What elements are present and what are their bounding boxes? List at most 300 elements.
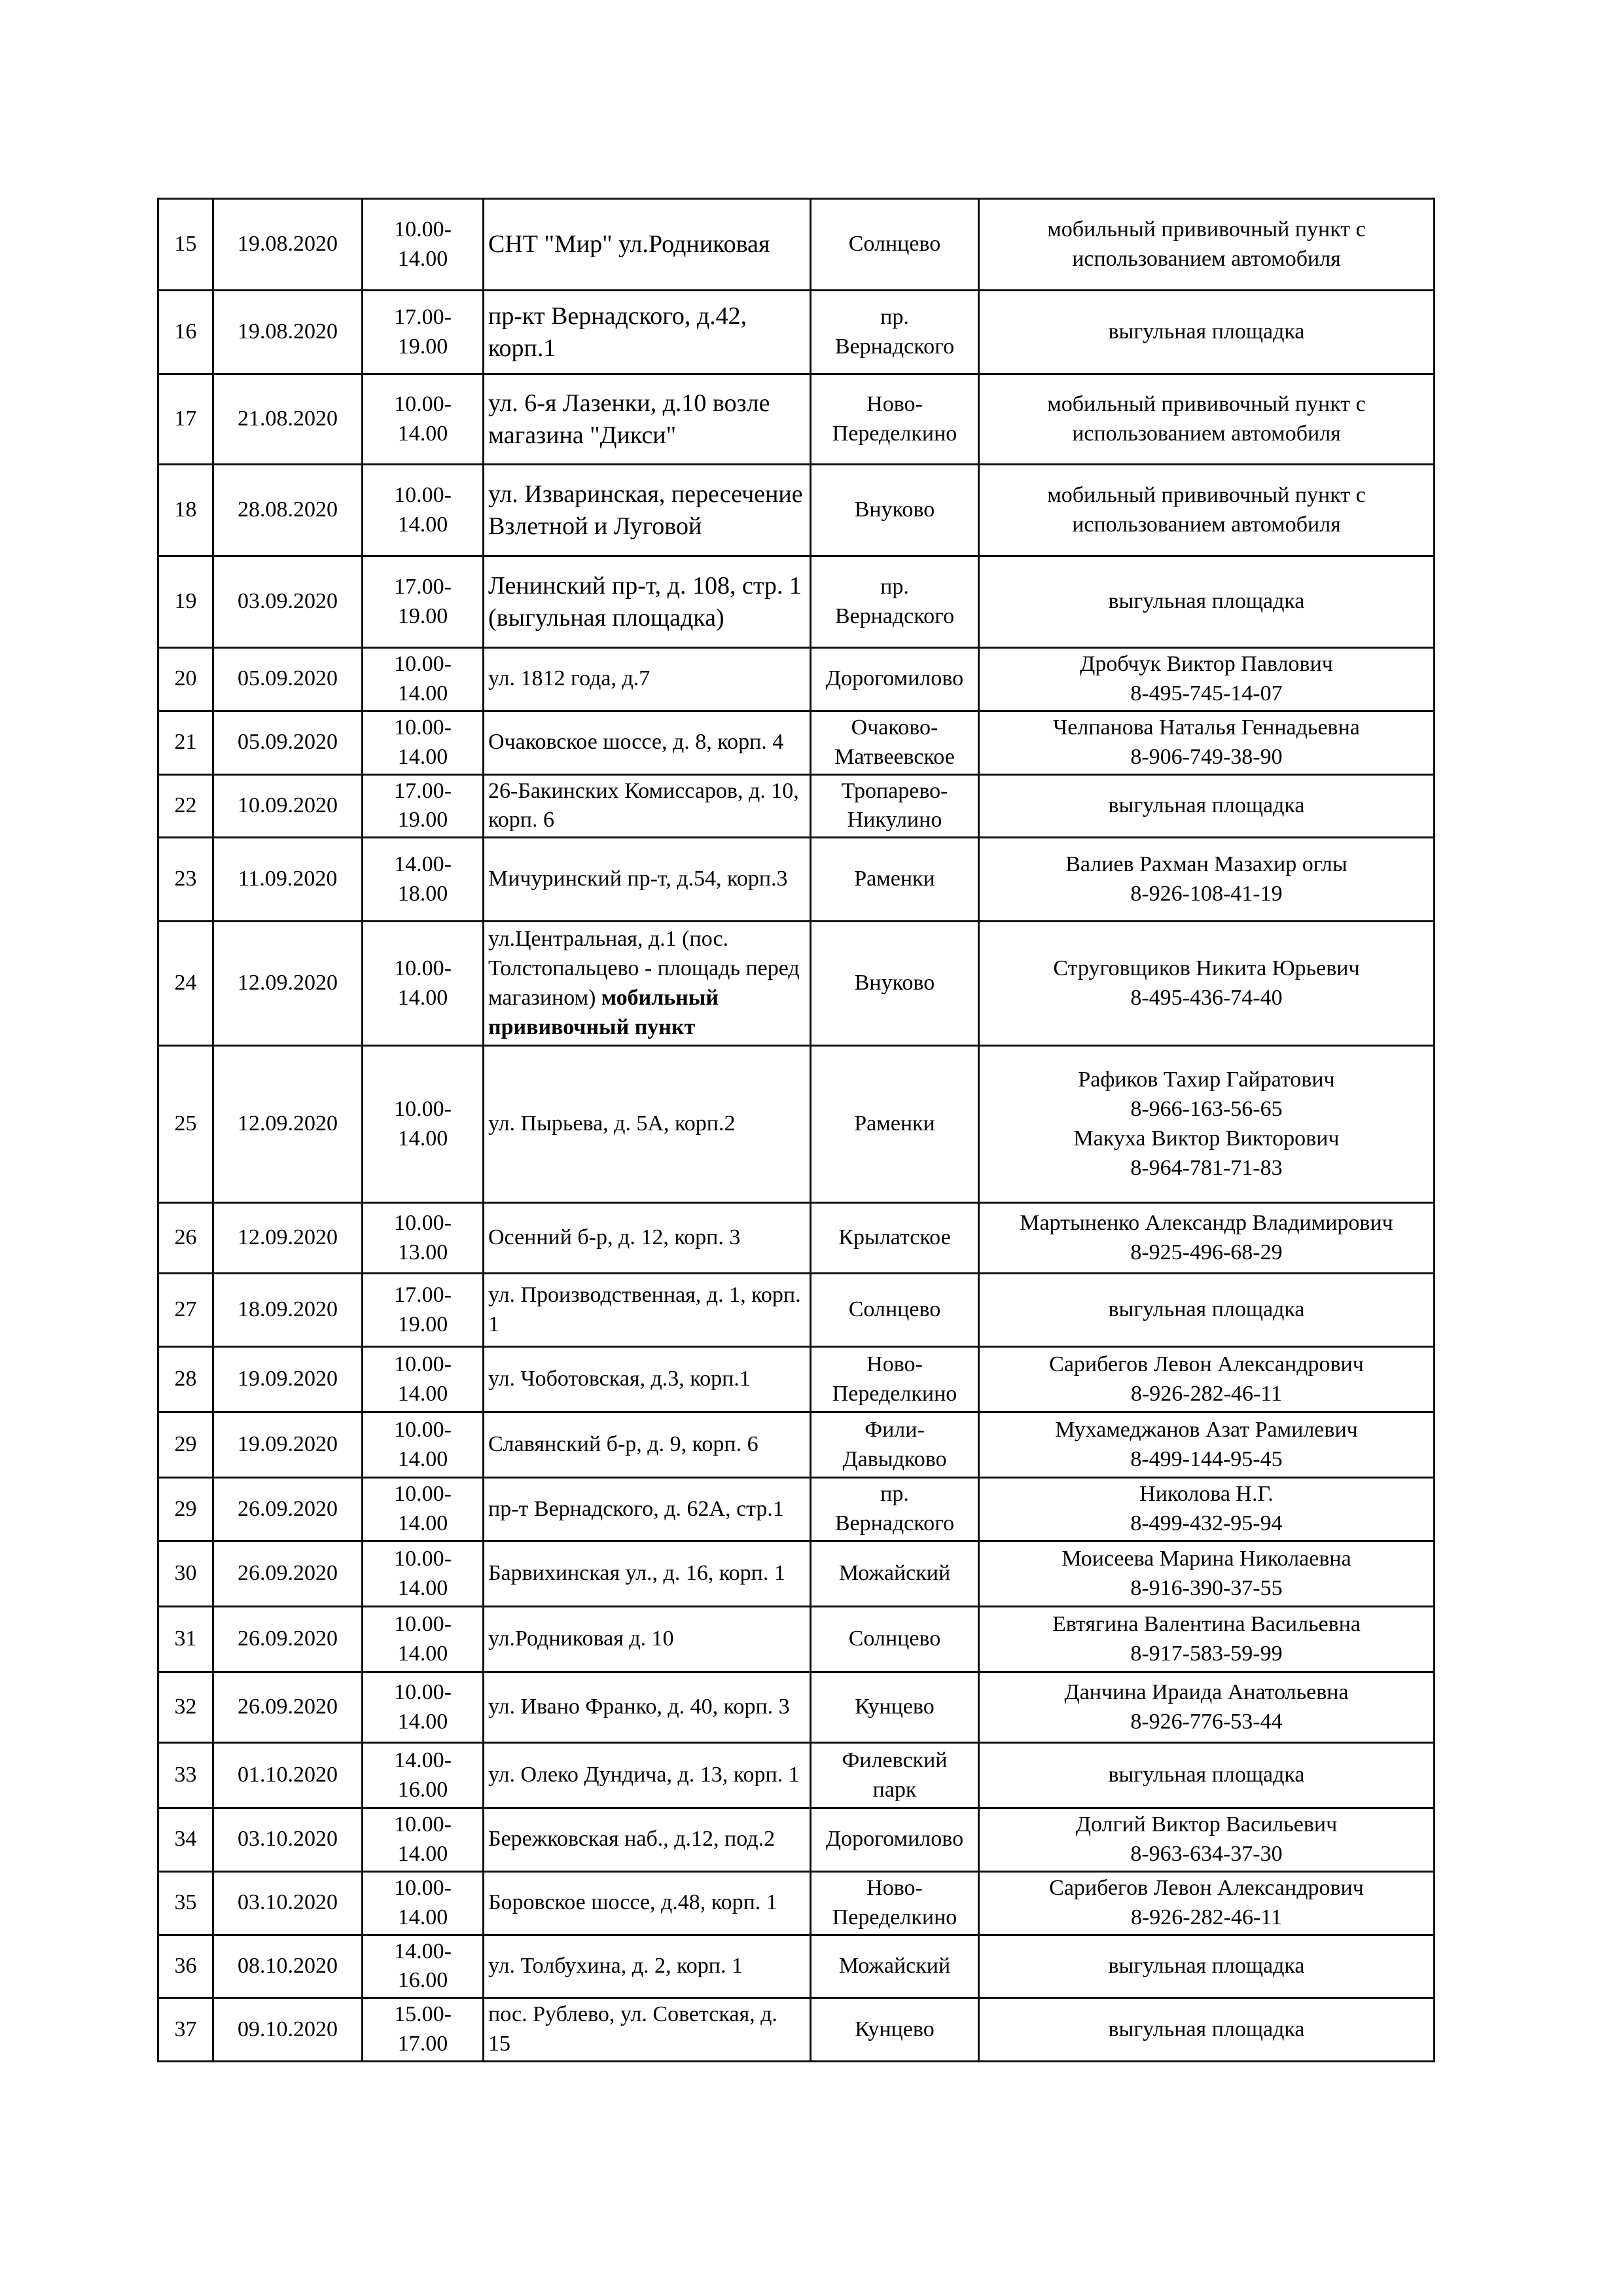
district-cell: [811, 1808, 979, 1872]
table-row: [158, 648, 1435, 711]
time-cell: [363, 1274, 484, 1347]
contact-cell-line: использованием автомобиля: [1072, 512, 1341, 537]
address-text: ул. Изваринская, пересечение Взлетной и Луговой: [488, 480, 803, 540]
time-cell: [363, 1672, 484, 1743]
address-text: ул. Чоботовская, д.3, корп.1: [488, 1367, 751, 1391]
district-cell: [811, 1998, 979, 2062]
contact-cell-line: выгульная площадка: [1108, 793, 1305, 817]
time-cell: [363, 1607, 484, 1672]
address-text: Бережковская наб., д.12, под.2: [488, 1827, 776, 1852]
time-cell-line: 10.00-: [394, 482, 452, 507]
contact-cell: [979, 1347, 1435, 1412]
address-text: ул.Родниковая д. 10: [488, 1626, 674, 1651]
time-cell: [363, 1935, 484, 1998]
contact-cell-line: 8-963-634-37-30: [1130, 1841, 1283, 1866]
address-text: Барвихинская ул., д. 16, корп. 1: [488, 1561, 785, 1586]
address-text: ул. 1812 года, д.7: [488, 666, 651, 691]
address-cell: [484, 1607, 811, 1672]
address-cell: [484, 1274, 811, 1347]
district-cell: [811, 1607, 979, 1672]
time-cell-line: 19.00: [397, 334, 448, 359]
row-number-cell: 30: [158, 1541, 213, 1607]
row-number-cell: 24: [158, 922, 213, 1046]
date-cell: 19.09.2020: [213, 1347, 363, 1412]
contact-cell: [979, 1412, 1435, 1478]
contact-cell-line: Сарибегов Левон Александрович: [1049, 1352, 1364, 1376]
district-cell: [811, 838, 979, 922]
contact-cell-line: выгульная площадка: [1108, 589, 1305, 614]
address-cell: [484, 1743, 811, 1808]
contact-cell-line: Мартыненко Александр Владимирович: [1020, 1210, 1393, 1235]
vaccination-schedule-table: [157, 198, 1435, 2062]
row-number-cell: 29: [158, 1412, 213, 1478]
address-text: Славянский б-р, д. 9, корп. 6: [488, 1432, 758, 1457]
address-cell: [484, 1203, 811, 1274]
time-cell-line: 19.00: [397, 603, 448, 628]
table-row: [158, 1541, 1435, 1607]
date-cell: 09.10.2020: [213, 1998, 363, 2062]
contact-cell: [979, 1607, 1435, 1672]
row-number-cell: 33: [158, 1743, 213, 1808]
contact-cell-line: мобильный прививочный пункт с: [1047, 391, 1366, 416]
district-cell: [811, 1347, 979, 1412]
address-cell: [484, 374, 811, 465]
row-number-cell: 21: [158, 711, 213, 774]
address-cell: [484, 1672, 811, 1743]
time-cell-line: 17.00-: [394, 1282, 452, 1307]
district-cell-line: Тропарево-: [841, 778, 948, 803]
district-cell-line: Очаково-: [851, 715, 938, 740]
contact-cell-line: Моисеева Марина Николаевна: [1061, 1546, 1351, 1571]
district-cell-line: Крылатское: [838, 1225, 951, 1250]
address-text: СНТ "Мир" ул.Родниковая: [488, 230, 770, 259]
district-cell-line: Ново-: [866, 391, 923, 416]
date-cell: 21.08.2020: [213, 374, 363, 465]
district-cell-line: парк: [872, 1777, 917, 1802]
contact-cell-line: выгульная площадка: [1108, 1297, 1305, 1322]
time-cell-line: 16.00: [397, 1777, 448, 1802]
address-cell: [484, 1347, 811, 1412]
row-number-cell: 25: [158, 1046, 213, 1203]
time-cell-line: 14.00: [397, 1709, 448, 1734]
time-cell: [363, 199, 484, 291]
contact-cell-line: Сарибегов Левон Александрович: [1049, 1875, 1364, 1900]
table-row: [158, 711, 1435, 774]
contact-cell: [979, 1998, 1435, 2062]
contact-cell-line: Данчина Ираида Анатольевна: [1064, 1679, 1349, 1704]
district-cell-line: Солнцево: [848, 232, 941, 257]
district-cell: [811, 1203, 979, 1274]
contact-cell: [979, 838, 1435, 922]
date-cell: 12.09.2020: [213, 1203, 363, 1274]
contact-cell: [979, 1541, 1435, 1607]
district-cell-line: Дорогомилово: [825, 1827, 964, 1852]
contact-cell-line: мобильный прививочный пункт с: [1047, 482, 1366, 507]
address-cell: [484, 922, 811, 1046]
district-cell: [811, 711, 979, 774]
table-row: [158, 1274, 1435, 1347]
time-cell: [363, 1046, 484, 1203]
district-cell-line: Филевский: [842, 1748, 948, 1772]
contact-cell-line: Николова Н.Г.: [1139, 1482, 1274, 1507]
time-cell: [363, 711, 484, 774]
row-number-cell: 16: [158, 291, 213, 374]
table-row: [158, 1478, 1435, 1541]
time-cell: [363, 1478, 484, 1541]
time-cell-line: 14.00: [397, 1511, 448, 1536]
contact-cell-line: Дробчук Виктор Павлович: [1080, 652, 1333, 676]
address-text: Мичуринский пр-т, д.54, корп.3: [488, 867, 788, 891]
district-cell-line: Переделкино: [832, 1905, 957, 1929]
district-cell: [811, 291, 979, 374]
contact-cell: [979, 1808, 1435, 1872]
address-cell: [484, 199, 811, 291]
address-cell: [484, 1808, 811, 1872]
time-cell-line: 13.00: [397, 1240, 448, 1265]
contact-cell: [979, 711, 1435, 774]
date-cell: 11.09.2020: [213, 838, 363, 922]
table-row: [158, 1046, 1435, 1203]
time-cell-line: 10.00-: [394, 1812, 452, 1837]
district-cell: [811, 556, 979, 648]
contact-cell-line: Макуха Виктор Викторович: [1073, 1126, 1340, 1151]
district-cell-line: Солнцево: [848, 1626, 941, 1651]
address-cell: [484, 1871, 811, 1935]
address-text: ул.Центральная, д.1 (пос. Толстопальцево - площадь перед магазином): [488, 927, 800, 1010]
time-cell: [363, 922, 484, 1046]
time-cell-line: 14.00-: [394, 1939, 452, 1964]
address-cell: [484, 711, 811, 774]
time-cell: [363, 374, 484, 465]
date-cell: 05.09.2020: [213, 711, 363, 774]
time-cell-line: 10.00-: [394, 1611, 452, 1636]
time-cell: [363, 556, 484, 648]
contact-cell: [979, 556, 1435, 648]
address-text: Очаковское шоссе, д. 8, корп. 4: [488, 730, 784, 755]
district-cell: [811, 1935, 979, 1998]
row-number-cell: 29: [158, 1478, 213, 1541]
time-cell: [363, 1808, 484, 1872]
address-text: ул. Толбухина, д. 2, корп. 1: [488, 1953, 743, 1978]
contact-cell: [979, 1743, 1435, 1808]
row-number-cell: 19: [158, 556, 213, 648]
time-cell-line: 14.00: [397, 1126, 448, 1151]
contact-cell-line: Евтягина Валентина Васильевна: [1052, 1611, 1361, 1636]
contact-cell-line: 8-926-282-46-11: [1130, 1381, 1283, 1406]
date-cell: 26.09.2020: [213, 1478, 363, 1541]
contact-cell: [979, 1203, 1435, 1274]
time-cell-line: 10.00-: [394, 1546, 452, 1571]
time-cell: [363, 1541, 484, 1607]
district-cell-line: Внуково: [854, 971, 935, 996]
table-row: [158, 199, 1435, 291]
table-row: [158, 1743, 1435, 1808]
district-cell: [811, 1046, 979, 1203]
address-text: ул. Олеко Дундича, д. 13, корп. 1: [488, 1763, 800, 1787]
time-cell-line: 16.00: [397, 1968, 448, 1993]
district-cell: [811, 374, 979, 465]
contact-cell: [979, 1478, 1435, 1541]
district-cell-line: пр.: [880, 574, 909, 599]
district-cell: [811, 648, 979, 711]
time-cell: [363, 1998, 484, 2062]
time-cell-line: 17.00-: [394, 778, 452, 803]
row-number-cell: 36: [158, 1935, 213, 1998]
address-cell: [484, 1046, 811, 1203]
contact-cell: [979, 648, 1435, 711]
district-cell-line: Никулино: [847, 808, 942, 833]
address-text: пр-т Вернадского, д. 62А, стр.1: [488, 1496, 784, 1521]
table-row: [158, 1871, 1435, 1935]
contact-cell: [979, 922, 1435, 1046]
address-text: 26-Бакинских Комиссаров, д. 10, корп. 6: [488, 778, 799, 833]
address-cell: [484, 1478, 811, 1541]
district-cell-line: пр.: [880, 1482, 909, 1507]
row-number-cell: 34: [158, 1808, 213, 1872]
district-cell-line: Можайский: [838, 1953, 951, 1978]
district-cell: [811, 1871, 979, 1935]
table-row: [158, 922, 1435, 1046]
contact-cell-line: 8-499-432-95-94: [1130, 1511, 1283, 1536]
contact-cell-line: Мухамеджанов Азат Рамилевич: [1055, 1417, 1358, 1442]
district-cell-line: Раменки: [854, 1111, 935, 1136]
row-number-cell: 22: [158, 774, 213, 838]
contact-cell: [979, 1871, 1435, 1935]
table-row: [158, 1347, 1435, 1412]
table-row: [158, 465, 1435, 556]
row-number-cell: 23: [158, 838, 213, 922]
row-number-cell: 17: [158, 374, 213, 465]
date-cell: 03.10.2020: [213, 1808, 363, 1872]
date-cell: 19.09.2020: [213, 1412, 363, 1478]
address-text: Ленинский пр-т, д. 108, стр. 1 (выгульная площадка): [488, 571, 802, 632]
contact-cell: [979, 291, 1435, 374]
district-cell-line: Вернадского: [834, 334, 955, 359]
time-cell-line: 17.00-: [394, 304, 452, 329]
time-cell-line: 14.00: [397, 1841, 448, 1866]
contact-cell-line: выгульная площадка: [1108, 1763, 1305, 1787]
contact-cell-line: выгульная площадка: [1108, 319, 1305, 344]
date-cell: 28.08.2020: [213, 465, 363, 556]
date-cell: 19.08.2020: [213, 199, 363, 291]
district-cell: [811, 465, 979, 556]
table-row: [158, 774, 1435, 838]
date-cell: 19.08.2020: [213, 291, 363, 374]
time-cell-line: 10.00-: [394, 1679, 452, 1704]
time-cell-line: 19.00: [397, 1312, 448, 1336]
time-cell-line: 15.00-: [394, 2002, 452, 2027]
district-cell-line: Раменки: [854, 867, 935, 891]
district-cell: [811, 922, 979, 1046]
table-row: [158, 838, 1435, 922]
contact-cell-line: Челпанова Наталья Геннадьевна: [1053, 715, 1360, 740]
time-cell-line: 14.00-: [394, 852, 452, 876]
contact-cell-line: 8-966-163-56-65: [1130, 1096, 1283, 1121]
time-cell-line: 10.00-: [394, 956, 452, 980]
row-number-cell: 35: [158, 1871, 213, 1935]
time-cell: [363, 291, 484, 374]
time-cell: [363, 838, 484, 922]
contact-cell: [979, 774, 1435, 838]
contact-cell-line: 8-495-436-74-40: [1130, 985, 1283, 1010]
contact-cell-line: Долгий Виктор Васильевич: [1075, 1812, 1338, 1837]
time-cell-line: 10.00-: [394, 1482, 452, 1507]
row-number-cell: 32: [158, 1672, 213, 1743]
contact-cell: [979, 374, 1435, 465]
contact-cell-line: Валиев Рахман Мазахир оглы: [1065, 852, 1347, 876]
date-cell: 01.10.2020: [213, 1743, 363, 1808]
district-cell: [811, 1478, 979, 1541]
district-cell-line: Кунцево: [855, 1695, 935, 1719]
row-number-cell: 18: [158, 465, 213, 556]
address-bold-note: мобильный прививочный пункт: [488, 985, 719, 1039]
time-cell-line: 14.00: [397, 1575, 448, 1600]
date-cell: 18.09.2020: [213, 1274, 363, 1347]
address-cell: [484, 291, 811, 374]
date-cell: 08.10.2020: [213, 1935, 363, 1998]
district-cell: [811, 1274, 979, 1347]
address-text: Боровское шоссе, д.48, корп. 1: [488, 1890, 777, 1915]
row-number-cell: 26: [158, 1203, 213, 1274]
time-cell-line: 14.00: [397, 985, 448, 1010]
district-cell-line: Вернадского: [834, 1511, 955, 1536]
time-cell-line: 14.00-: [394, 1748, 452, 1772]
contact-cell-line: использованием автомобиля: [1072, 246, 1341, 271]
address-cell: [484, 1412, 811, 1478]
address-cell: [484, 1541, 811, 1607]
contact-cell-line: 8-906-749-38-90: [1130, 744, 1283, 769]
district-cell-line: Матвеевское: [834, 744, 955, 769]
address-text: пос. Рублево, ул. Советская, д. 15: [488, 2002, 777, 2056]
district-cell: [811, 1541, 979, 1607]
time-cell: [363, 465, 484, 556]
contact-cell-line: 8-499-144-95-45: [1130, 1446, 1283, 1471]
contact-cell: [979, 199, 1435, 291]
time-cell-line: 10.00-: [394, 715, 452, 740]
time-cell-line: 10.00-: [394, 1875, 452, 1900]
district-cell: [811, 199, 979, 291]
district-cell-line: Солнцево: [848, 1297, 941, 1322]
table-row: [158, 1672, 1435, 1743]
district-cell-line: Переделкино: [832, 1381, 957, 1406]
time-cell-line: 10.00-: [394, 1096, 452, 1121]
time-cell-line: 10.00-: [394, 1352, 452, 1376]
district-cell-line: Ново-: [866, 1352, 923, 1376]
time-cell-line: 10.00-: [394, 1210, 452, 1235]
contact-cell-line: Рафиков Тахир Гайратович: [1078, 1067, 1335, 1092]
time-cell: [363, 648, 484, 711]
table-row: [158, 291, 1435, 374]
district-cell-line: Ново-: [866, 1875, 923, 1900]
address-text: ул. 6-я Лазенки, д.10 возле магазина "Дикси": [488, 389, 770, 449]
district-cell-line: Можайский: [838, 1561, 951, 1586]
address-text: ул. Ивано Франко, д. 40, корп. 3: [488, 1695, 790, 1719]
time-cell-line: 10.00-: [394, 217, 452, 242]
table-row: [158, 374, 1435, 465]
row-number-cell: 37: [158, 1998, 213, 2062]
date-cell: 12.09.2020: [213, 1046, 363, 1203]
address-cell: [484, 556, 811, 648]
date-cell: 26.09.2020: [213, 1672, 363, 1743]
time-cell: [363, 1743, 484, 1808]
time-cell-line: 14.00: [397, 681, 448, 706]
table-row: [158, 1412, 1435, 1478]
date-cell: 03.10.2020: [213, 1871, 363, 1935]
time-cell-line: 14.00: [397, 1381, 448, 1406]
district-cell-line: Вернадского: [834, 603, 955, 628]
time-cell-line: 10.00-: [394, 652, 452, 676]
contact-cell-line: выгульная площадка: [1108, 2017, 1305, 2041]
row-number-cell: 31: [158, 1607, 213, 1672]
district-cell-line: Фили-: [865, 1417, 925, 1442]
district-cell: [811, 774, 979, 838]
row-number-cell: 20: [158, 648, 213, 711]
date-cell: 05.09.2020: [213, 648, 363, 711]
table-row: [158, 556, 1435, 648]
row-number-cell: 27: [158, 1274, 213, 1347]
contact-cell: [979, 1672, 1435, 1743]
district-cell: [811, 1412, 979, 1478]
district-cell-line: Давыдково: [842, 1446, 947, 1471]
schedule-body: [158, 199, 1435, 2062]
contact-cell-line: выгульная площадка: [1108, 1953, 1305, 1978]
time-cell-line: 14.00: [397, 512, 448, 537]
table-row: [158, 1998, 1435, 2062]
contact-cell-line: 8-926-282-46-11: [1130, 1905, 1283, 1929]
contact-cell-line: 8-926-108-41-19: [1130, 881, 1283, 906]
date-cell: 26.09.2020: [213, 1607, 363, 1672]
contact-cell-line: 8-926-776-53-44: [1130, 1709, 1283, 1734]
table-row: [158, 1607, 1435, 1672]
date-cell: 03.09.2020: [213, 556, 363, 648]
time-cell-line: 14.00: [397, 1905, 448, 1929]
district-cell-line: Переделкино: [832, 421, 957, 446]
contact-cell-line: 8-964-781-71-83: [1130, 1155, 1283, 1180]
address-cell: [484, 1935, 811, 1998]
date-cell: 26.09.2020: [213, 1541, 363, 1607]
contact-cell: [979, 1274, 1435, 1347]
contact-cell-line: 8-925-496-68-29: [1130, 1240, 1283, 1265]
time-cell-line: 14.00: [397, 421, 448, 446]
contact-cell-line: 8-495-745-14-07: [1130, 681, 1283, 706]
address-text: пр-кт Вернадского, д.42, корп.1: [488, 302, 747, 362]
time-cell-line: 14.00: [397, 1641, 448, 1666]
contact-cell: [979, 1046, 1435, 1203]
row-number-cell: 15: [158, 199, 213, 291]
address-text: Осенний б-р, д. 12, корп. 3: [488, 1225, 741, 1250]
time-cell-line: 10.00-: [394, 391, 452, 416]
contact-cell: [979, 1935, 1435, 1998]
row-number-cell: 28: [158, 1347, 213, 1412]
district-cell-line: Кунцево: [855, 2017, 935, 2041]
contact-cell-line: 8-917-583-59-99: [1130, 1641, 1283, 1666]
address-text: ул. Производственная, д. 1, корп. 1: [488, 1282, 801, 1336]
district-cell: [811, 1672, 979, 1743]
district-cell-line: Дорогомилово: [825, 666, 964, 691]
address-text: ул. Пырьева, д. 5А, корп.2: [488, 1111, 736, 1136]
district-cell-line: Внуково: [854, 497, 935, 522]
date-cell: 10.09.2020: [213, 774, 363, 838]
contact-cell-line: 8-916-390-37-55: [1130, 1575, 1283, 1600]
time-cell-line: 17.00: [397, 2032, 448, 2056]
contact-cell-line: мобильный прививочный пункт с: [1047, 217, 1366, 242]
time-cell-line: 19.00: [397, 808, 448, 833]
time-cell-line: 17.00-: [394, 574, 452, 599]
contact-cell-line: Струговщиков Никита Юрьевич: [1053, 956, 1360, 980]
address-cell: [484, 465, 811, 556]
table-row: [158, 1808, 1435, 1872]
contact-cell: [979, 465, 1435, 556]
